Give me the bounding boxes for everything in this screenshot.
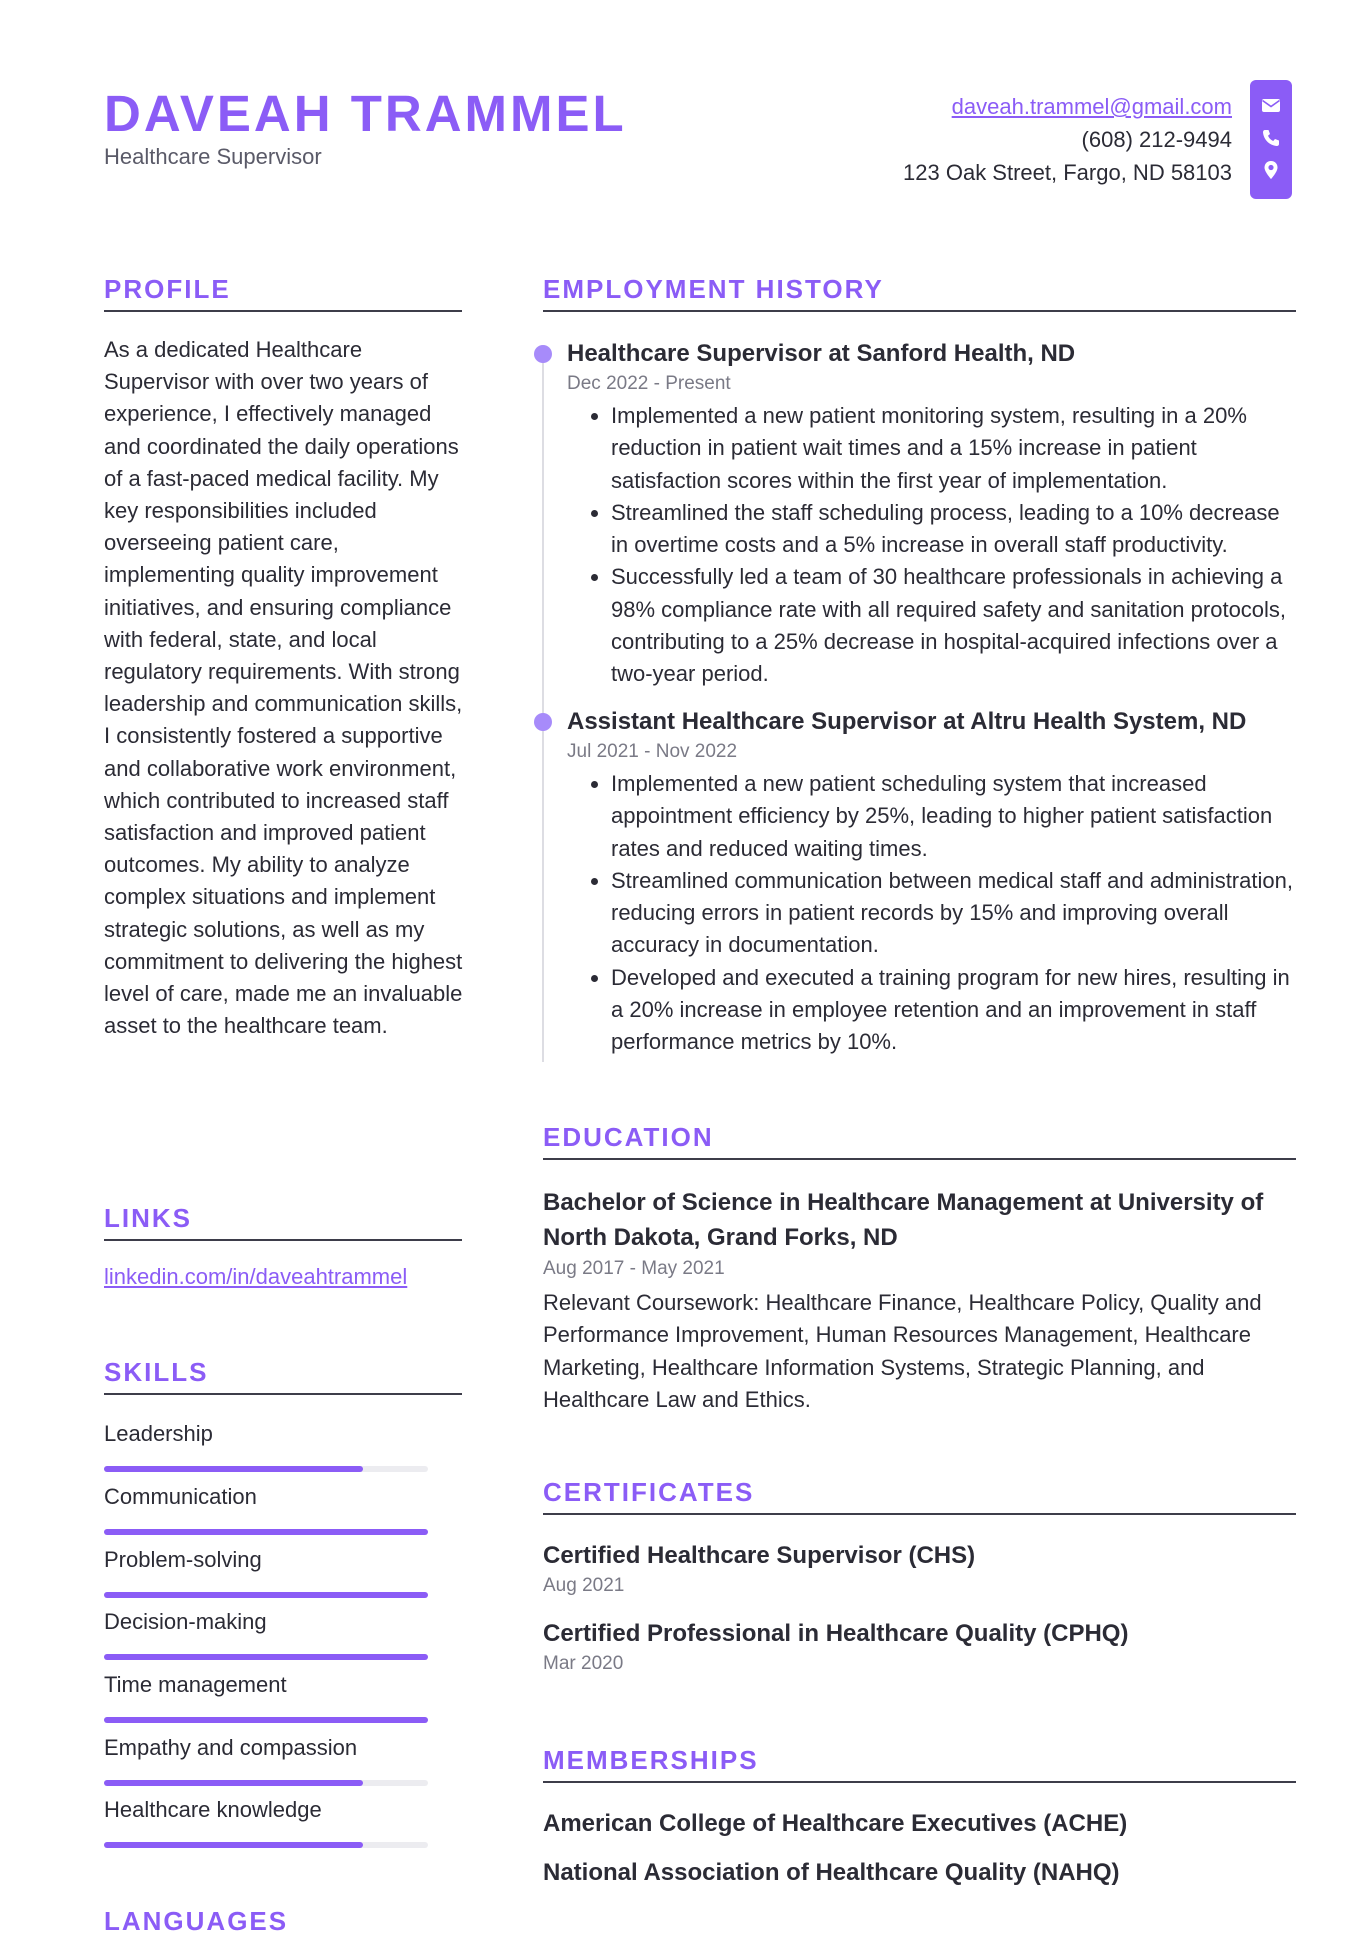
skills-heading: SKILLS: [104, 1357, 209, 1387]
envelope-icon: [1261, 95, 1281, 115]
job-bullets: [567, 400, 1297, 691]
skill-label: Empathy and compassion: [104, 1735, 358, 1760]
certificate-entry: [543, 1618, 1303, 1678]
skill-bar-fill: [104, 1654, 428, 1660]
location-pin-icon: [1261, 160, 1281, 180]
links-heading: LINKS: [104, 1203, 192, 1233]
email-link[interactable]: daveah.trammel@gmail.com: [951, 94, 1232, 119]
candidate-name: DAVEAH TRAMMEL: [104, 85, 627, 142]
skill-label: Communication: [104, 1484, 257, 1509]
skill-bar-fill: [104, 1529, 428, 1535]
certificates-heading: CERTIFICATES: [543, 1477, 755, 1507]
skill-bar: [104, 1842, 428, 1848]
membership-item: National Association of Healthcare Quality (NAHQ): [543, 1859, 1120, 1886]
skill-bar-fill: [104, 1592, 428, 1598]
certificates-divider: [543, 1513, 1296, 1515]
skill-bar: [104, 1717, 428, 1723]
certificate-date: Aug 2021: [543, 1575, 625, 1596]
profile-text: As a dedicated Healthcare Supervisor with over two years of experience, I effectively managed and coordinated the daily operations of a fast-paced medical facility. My key responsibilities included overseeing patient care, implementing quality improvement initiatives, and ensuring compliance with federal, state, and local regulatory requirements. With strong leadership and communication skills, I consistently fostered a supportive and collaborative work environment, which contributed to increased staff satisfaction and improved patient outcomes. My ability to analyze complex situations and implement strategic solutions, as well as my commitment to delivering the highest level of care, made me an invaluable asset to the healthcare team.: [104, 337, 463, 1039]
education-coursework: Relevant Coursework: Healthcare Finance, Healthcare Policy, Quality and Performance Improvement, Human Resources Management, Healthcare Marketing, Healthcare Information Systems, Strategic Planning, and Healthcare Law and Ethics.: [543, 1290, 1262, 1412]
job-dates: Jul 2021 - Nov 2022: [567, 741, 738, 762]
skill-item: [104, 1547, 428, 1573]
memberships-divider: [543, 1781, 1296, 1783]
skill-item: [104, 1797, 428, 1823]
certificate-name: Certified Professional in Healthcare Quality (CPHQ): [543, 1620, 1129, 1647]
memberships-heading: MEMBERSHIPS: [543, 1745, 759, 1775]
job-bullet: • Successfully led a team of 30 healthcare professionals in achieving a 98% compliance rate with all required safety and sanitation protocols, contributing to a 25% decrease in hospital-acquired infections over a two-year period.: [611, 561, 1297, 690]
membership-item: American College of Healthcare Executives (ACHE): [543, 1810, 1128, 1837]
education-divider: [543, 1158, 1296, 1160]
skill-label: Time management: [104, 1672, 287, 1697]
phone-number: (608) 212-9494: [1081, 127, 1232, 152]
job-entry: [567, 338, 1297, 691]
skill-bar: [104, 1592, 428, 1598]
job-bullet: • Implemented a new patient monitoring system, resulting in a 20% reduction in patient wait times and a 15% increase in patient satisfaction scores within the first year of implementation.: [611, 400, 1297, 497]
languages-heading: LANGUAGES: [104, 1906, 289, 1936]
job-dates: Dec 2022 - Present: [567, 373, 731, 394]
certificate-date: Mar 2020: [543, 1653, 624, 1674]
skill-bar-fill: [104, 1842, 363, 1848]
skill-label: Decision-making: [104, 1609, 267, 1634]
certificate-entry: [543, 1540, 1303, 1600]
job-bullet: • Streamlined the staff scheduling process, leading to a 10% decrease in overtime costs and a 5% increase in overall staff productivity.: [611, 497, 1297, 562]
job-bullets: [567, 768, 1297, 1059]
skill-item: [104, 1421, 428, 1447]
address: 123 Oak Street, Fargo, ND 58103: [903, 160, 1232, 185]
skill-item: [104, 1672, 428, 1698]
skill-bar: [104, 1529, 428, 1535]
skill-bar: [104, 1654, 428, 1660]
timeline-line: [542, 352, 544, 1062]
linkedin-link[interactable]: linkedin.com/in/daveahtrammel: [104, 1264, 408, 1289]
degree-title: Bachelor of Science in Healthcare Management at University of North Dakota, Grand Forks, ND: [543, 1189, 1264, 1251]
profile-divider: [104, 310, 462, 312]
skill-bar: [104, 1780, 428, 1786]
certificate-name: Certified Healthcare Supervisor (CHS): [543, 1542, 976, 1569]
contact-icon-bar: [1250, 80, 1292, 199]
skills-divider: [104, 1393, 462, 1395]
skill-item: [104, 1609, 428, 1635]
job-entry: [567, 706, 1297, 1059]
candidate-title: Healthcare Supervisor: [104, 144, 322, 169]
skill-label: Problem-solving: [104, 1547, 262, 1572]
profile-heading: PROFILE: [104, 274, 231, 304]
skill-bar-fill: [104, 1717, 428, 1723]
job-bullet: • Streamlined communication between medical staff and administration, reducing errors in patient records by 15% and improving overall accuracy in documentation.: [611, 865, 1297, 962]
education-heading: EDUCATION: [543, 1122, 714, 1152]
job-title: Assistant Healthcare Supervisor at Altru Health System, ND: [567, 708, 1247, 735]
education-dates: Aug 2017 - May 2021: [543, 1258, 725, 1279]
skill-bar-fill: [104, 1466, 363, 1472]
links-divider: [104, 1239, 462, 1241]
skill-bar-fill: [104, 1780, 363, 1786]
job-title: Healthcare Supervisor at Sanford Health, ND: [567, 340, 1076, 367]
timeline-dot: [534, 713, 552, 731]
skill-item: [104, 1484, 428, 1510]
education-entry: [543, 1185, 1303, 1416]
job-bullet: • Implemented a new patient scheduling system that increased appointment efficiency by 25%, leading to higher patient satisfaction rates and reduced waiting times.: [611, 768, 1297, 865]
employment-divider: [543, 310, 1296, 312]
skill-bar: [104, 1466, 428, 1472]
skill-item: [104, 1735, 428, 1761]
timeline-dot: [534, 345, 552, 363]
employment-heading: EMPLOYMENT HISTORY: [543, 274, 884, 304]
job-bullet: • Developed and executed a training program for new hires, resulting in a 20% increase in employee retention and an improvement in staff performance metrics by 10%.: [611, 962, 1297, 1059]
phone-icon: [1261, 128, 1281, 148]
skill-label: Leadership: [104, 1421, 213, 1446]
contact-block: [903, 90, 1232, 189]
skill-label: Healthcare knowledge: [104, 1797, 322, 1822]
